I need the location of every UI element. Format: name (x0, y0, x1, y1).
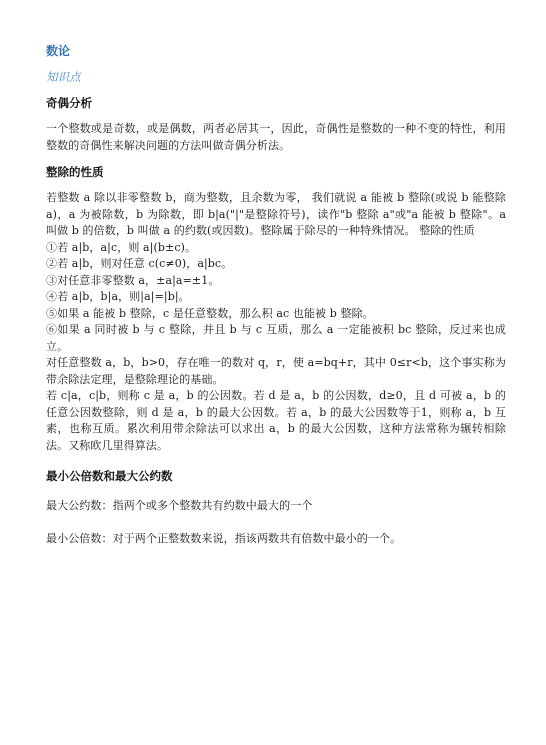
divisibility-property-4: ④若 a|b，b|a，则|a|=|b|。 (46, 290, 190, 303)
lcm-definition: 最小公倍数：对于两个正整数数来说，指该两数共有倍数中最小的一个。 (46, 531, 402, 545)
section-heading-parity: 奇偶分析 (46, 96, 92, 110)
section-heading-lcm-gcd: 最小公倍数和最大公约数 (46, 469, 173, 483)
division-algorithm-paragraph: 对任意整数 a，b，b>0，存在唯一的数对 q，r，使 a=bq+r，其中 0≤r<b，这个事实称为带余除法定理，是整除理论的基础。 (46, 356, 506, 386)
section-heading-divisibility: 整除的性质 (46, 165, 104, 179)
document-title: 数论 (46, 44, 71, 58)
divisibility-property-5: ⑤如果 a 能被 b 整除，c 是任意整数，那么积 ac 也能被 b 整除。 (46, 306, 374, 320)
document-subtitle: 知识点 (46, 70, 81, 84)
gcd-euclid-paragraph: 若 c|a，c|b，则称 c 是 a，b 的公因数。若 d 是 a，b 的公因数，d≥0，且 d 可被 a，b 的任意公因数整除，则 d 是 a，b 的最大公因数。若 a，b 的最大公因数等于1，则称 a，b 互素，也称互质。累次利用带余除法可以求出 a，b 的最大公因数，这种方法常称为辗转相除法。又称欧几里得算法。 (46, 389, 506, 452)
parity-paragraph: 一个整数或是奇数，或是偶数，两者必居其一，因此，奇偶性是整数的一种不变的特性，利用整数的奇偶性来解决问题的方法叫做奇偶分析法。 (46, 122, 506, 152)
divisibility-property-2: ②若 a|b，则对任意 c(c≠0)，a|bc。 (46, 257, 233, 270)
divisibility-property-6: ⑥如果 a 同时被 b 与 c 整除，并且 b 与 c 互质，那么 a 一定能被积 bc 整除，反过来也成立。 (46, 323, 506, 353)
divisibility-intro-paragraph: 若整数 a 除以非零整数 b，商为整数，且余数为零， 我们就说 a 能被 b 整除(或说 b 能整除 a)，a 为被除数，b 为除数，即 b|a("|"是整除符号)，读作"b 整除 a"或"a 能被 b 整除"。a 叫做 b 的倍数，b 叫做 a 的约数(或因数)。整除属于除尽的一种特殊情况。 整除的性质 (46, 191, 506, 237)
divisibility-property-3: ③对任意非零整数 a，±a|a=±1。 (46, 273, 220, 287)
document-page (46, 36, 506, 547)
gcd-definition: 最大公约数：指两个或多个整数共有约数中最大的一个 (46, 499, 313, 512)
divisibility-property-1: ①若 a|b，a|c，则 a|(b±c)。 (46, 240, 197, 254)
